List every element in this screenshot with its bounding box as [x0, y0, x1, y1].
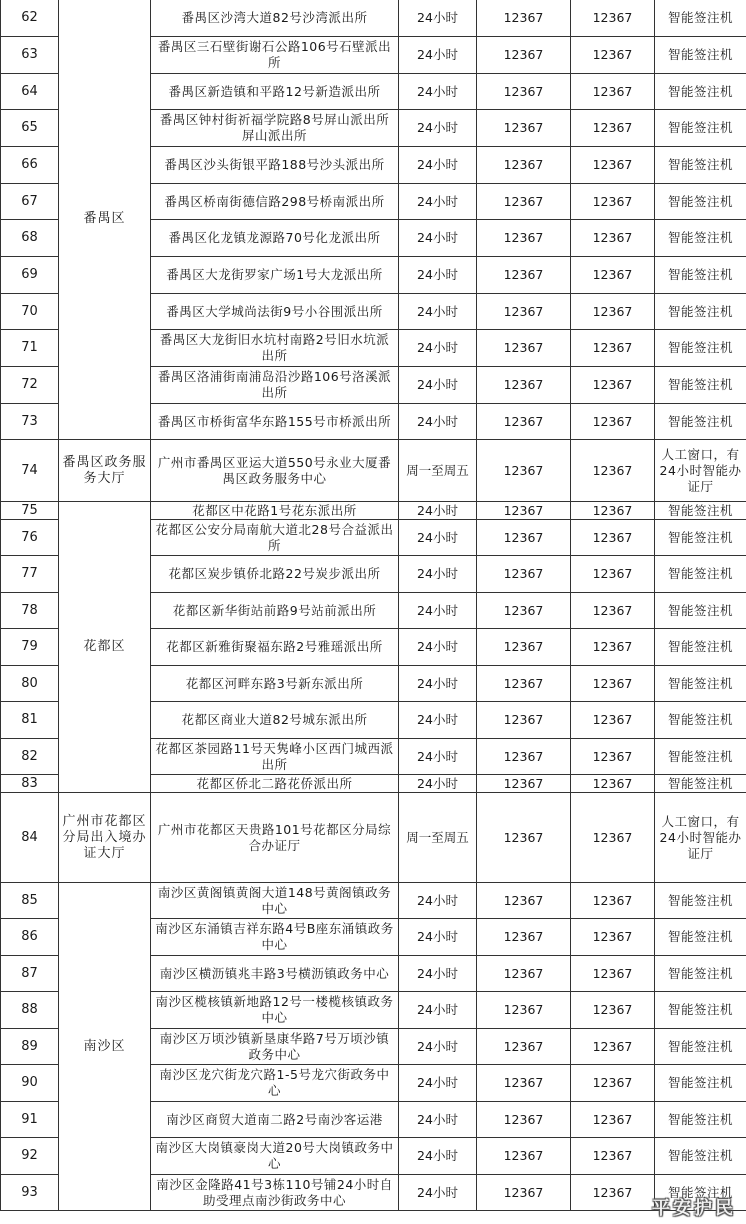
- row-number: 67: [1, 184, 59, 220]
- hours-cell: 24小时: [399, 666, 477, 702]
- hours-cell: 周一至周五: [399, 440, 477, 502]
- service-type-cell: 智能签注机: [655, 1175, 746, 1211]
- row-number: 81: [1, 702, 59, 739]
- district-cell: 番禺区: [59, 0, 151, 440]
- complaint-phone-cell: 12367: [571, 883, 655, 919]
- service-type-cell: 智能签注机: [655, 992, 746, 1029]
- complaint-phone-cell: 12367: [571, 220, 655, 257]
- phone-cell: 12367: [477, 220, 571, 257]
- phone-cell: 12367: [477, 257, 571, 294]
- address-cell: 番禺区洛浦街南浦岛沿沙路106号洛溪派出所: [151, 367, 399, 404]
- complaint-phone-cell: 12367: [571, 739, 655, 775]
- service-type-cell: 智能签注机: [655, 919, 746, 956]
- hours-cell: 24小时: [399, 37, 477, 74]
- row-number: 93: [1, 1175, 59, 1211]
- row-number: 66: [1, 147, 59, 184]
- service-type-cell: 智能签注机: [655, 220, 746, 257]
- complaint-phone-cell: 12367: [571, 147, 655, 184]
- hours-cell: 24小时: [399, 257, 477, 294]
- complaint-phone-cell: 12367: [571, 1102, 655, 1138]
- district-cell: 广州市花都区分局出入境办证大厅: [59, 793, 151, 883]
- phone-cell: 12367: [477, 992, 571, 1029]
- service-type-cell: 智能签注机: [655, 110, 746, 147]
- address-cell: 番禺区大龙街旧水坑村南路2号旧水坑派出所: [151, 330, 399, 367]
- complaint-phone-cell: 12367: [571, 440, 655, 502]
- address-cell: 广州市花都区天贵路101号花都区分局综合办证厅: [151, 793, 399, 883]
- service-type-cell: 智能签注机: [655, 367, 746, 404]
- phone-cell: 12367: [477, 1065, 571, 1102]
- table-row: [1, 793, 746, 883]
- complaint-phone-cell: 12367: [571, 110, 655, 147]
- phone-cell: 12367: [477, 1029, 571, 1065]
- row-number: 75: [1, 502, 59, 520]
- service-type-cell: 智能签注机: [655, 0, 746, 37]
- hours-cell: 24小时: [399, 367, 477, 404]
- row-number: 84: [1, 793, 59, 883]
- address-cell: 花都区炭步镇侨北路22号炭步派出所: [151, 556, 399, 593]
- phone-cell: 12367: [477, 147, 571, 184]
- row-number: 73: [1, 404, 59, 440]
- complaint-phone-cell: 12367: [571, 520, 655, 556]
- row-number: 65: [1, 110, 59, 147]
- address-cell: 花都区新华街站前路9号站前派出所: [151, 593, 399, 629]
- row-number: 83: [1, 775, 59, 793]
- district-cell: 南沙区: [59, 883, 151, 1211]
- service-type-cell: 智能签注机: [655, 330, 746, 367]
- phone-cell: 12367: [477, 593, 571, 629]
- complaint-phone-cell: 12367: [571, 257, 655, 294]
- row-number: 82: [1, 739, 59, 775]
- complaint-phone-cell: 12367: [571, 184, 655, 220]
- phone-cell: 12367: [477, 775, 571, 793]
- hours-cell: 24小时: [399, 184, 477, 220]
- address-cell: 南沙区榄核镇新地路12号一楼榄核镇政务中心: [151, 992, 399, 1029]
- row-number: 64: [1, 74, 59, 110]
- phone-cell: 12367: [477, 956, 571, 992]
- hours-cell: 24小时: [399, 0, 477, 37]
- service-type-cell: 智能签注机: [655, 1138, 746, 1175]
- hours-cell: 24小时: [399, 294, 477, 330]
- complaint-phone-cell: 12367: [571, 956, 655, 992]
- hours-cell: 24小时: [399, 520, 477, 556]
- watermark-logo: 平安护民: [652, 1198, 736, 1219]
- hours-cell: 24小时: [399, 593, 477, 629]
- phone-cell: 12367: [477, 793, 571, 883]
- phone-cell: 12367: [477, 520, 571, 556]
- phone-cell: 12367: [477, 666, 571, 702]
- hours-cell: 24小时: [399, 1175, 477, 1211]
- hours-cell: 24小时: [399, 883, 477, 919]
- complaint-phone-cell: 12367: [571, 404, 655, 440]
- service-type-cell: 智能签注机: [655, 37, 746, 74]
- complaint-phone-cell: 12367: [571, 775, 655, 793]
- complaint-phone-cell: 12367: [571, 1029, 655, 1065]
- service-type-cell: 智能签注机: [655, 147, 746, 184]
- phone-cell: 12367: [477, 110, 571, 147]
- address-cell: 花都区河畔东路3号新东派出所: [151, 666, 399, 702]
- complaint-phone-cell: 12367: [571, 793, 655, 883]
- phone-cell: 12367: [477, 404, 571, 440]
- hours-cell: 24小时: [399, 702, 477, 739]
- address-cell: 南沙区商贸大道南二路2号南沙客运港: [151, 1102, 399, 1138]
- service-type-cell: 人工窗口，有24小时智能办证厅: [655, 793, 746, 883]
- complaint-phone-cell: 12367: [571, 556, 655, 593]
- phone-cell: 12367: [477, 702, 571, 739]
- row-number: 74: [1, 440, 59, 502]
- hours-cell: 24小时: [399, 147, 477, 184]
- hours-cell: 24小时: [399, 739, 477, 775]
- complaint-phone-cell: 12367: [571, 1138, 655, 1175]
- address-cell: 番禺区新造镇和平路12号新造派出所: [151, 74, 399, 110]
- complaint-phone-cell: 12367: [571, 502, 655, 520]
- service-type-cell: 智能签注机: [655, 1102, 746, 1138]
- row-number: 80: [1, 666, 59, 702]
- complaint-phone-cell: 12367: [571, 294, 655, 330]
- phone-cell: 12367: [477, 502, 571, 520]
- table-row: [1, 440, 746, 502]
- table-row: [1, 0, 746, 37]
- row-number: 88: [1, 992, 59, 1029]
- row-number: 92: [1, 1138, 59, 1175]
- service-type-cell: 智能签注机: [655, 739, 746, 775]
- phone-cell: 12367: [477, 294, 571, 330]
- address-cell: 广州市番禺区亚运大道550号永业大厦番禺区政务服务中心: [151, 440, 399, 502]
- address-cell: 番禺区沙头街银平路188号沙头派出所: [151, 147, 399, 184]
- phone-cell: 12367: [477, 556, 571, 593]
- hours-cell: 24小时: [399, 1065, 477, 1102]
- row-number: 86: [1, 919, 59, 956]
- phone-cell: 12367: [477, 919, 571, 956]
- hours-cell: 24小时: [399, 502, 477, 520]
- address-cell: 花都区侨北二路花侨派出所: [151, 775, 399, 793]
- complaint-phone-cell: 12367: [571, 666, 655, 702]
- complaint-phone-cell: 12367: [571, 919, 655, 956]
- hours-cell: 24小时: [399, 1138, 477, 1175]
- row-number: 69: [1, 257, 59, 294]
- service-type-cell: 智能签注机: [655, 556, 746, 593]
- address-cell: 花都区公安分局南航大道北28号合益派出所: [151, 520, 399, 556]
- row-number: 87: [1, 956, 59, 992]
- row-number: 77: [1, 556, 59, 593]
- service-type-cell: 智能签注机: [655, 1029, 746, 1065]
- phone-cell: 12367: [477, 883, 571, 919]
- service-type-cell: 智能签注机: [655, 702, 746, 739]
- complaint-phone-cell: 12367: [571, 0, 655, 37]
- service-type-cell: 人工窗口，有24小时智能办证厅: [655, 440, 746, 502]
- address-cell: 南沙区万顷沙镇新垦康华路7号万顷沙镇政务中心: [151, 1029, 399, 1065]
- phone-cell: 12367: [477, 0, 571, 37]
- service-type-cell: 智能签注机: [655, 629, 746, 666]
- service-type-cell: 智能签注机: [655, 502, 746, 520]
- row-number: 89: [1, 1029, 59, 1065]
- phone-cell: 12367: [477, 184, 571, 220]
- row-number: 62: [1, 0, 59, 37]
- hours-cell: 24小时: [399, 1102, 477, 1138]
- phone-cell: 12367: [477, 330, 571, 367]
- address-cell: 花都区商业大道82号城东派出所: [151, 702, 399, 739]
- hours-cell: 24小时: [399, 629, 477, 666]
- phone-cell: 12367: [477, 1175, 571, 1211]
- row-number: 76: [1, 520, 59, 556]
- phone-cell: 12367: [477, 1102, 571, 1138]
- phone-cell: 12367: [477, 37, 571, 74]
- phone-cell: 12367: [477, 74, 571, 110]
- service-type-cell: 智能签注机: [655, 74, 746, 110]
- service-type-cell: 智能签注机: [655, 775, 746, 793]
- address-cell: 南沙区金隆路41号3栋110号铺24小时自助受理点南沙街政务中心: [151, 1175, 399, 1211]
- address-cell: 花都区中花路1号花东派出所: [151, 502, 399, 520]
- service-type-cell: 智能签注机: [655, 404, 746, 440]
- complaint-phone-cell: 12367: [571, 629, 655, 666]
- service-type-cell: 智能签注机: [655, 593, 746, 629]
- hours-cell: 24小时: [399, 110, 477, 147]
- row-number: 90: [1, 1065, 59, 1102]
- hours-cell: 24小时: [399, 919, 477, 956]
- hours-cell: 周一至周五: [399, 793, 477, 883]
- address-cell: 南沙区东涌镇吉祥东路4号B座东涌镇政务中心: [151, 919, 399, 956]
- table-row: [1, 502, 746, 520]
- complaint-phone-cell: 12367: [571, 74, 655, 110]
- hours-cell: 24小时: [399, 220, 477, 257]
- complaint-phone-cell: 12367: [571, 330, 655, 367]
- address-cell: 花都区茶园路11号天隽峰小区西门城西派出所: [151, 739, 399, 775]
- hours-cell: 24小时: [399, 556, 477, 593]
- address-cell: 南沙区大岗镇豪岗大道20号大岗镇政务中心: [151, 1138, 399, 1175]
- row-number: 70: [1, 294, 59, 330]
- address-cell: 番禺区大学城尚法街9号小谷围派出所: [151, 294, 399, 330]
- phone-cell: 12367: [477, 739, 571, 775]
- service-type-cell: 智能签注机: [655, 666, 746, 702]
- address-cell: 番禺区市桥街富华东路155号市桥派出所: [151, 404, 399, 440]
- row-number: 78: [1, 593, 59, 629]
- address-cell: 番禺区沙湾大道82号沙湾派出所: [151, 0, 399, 37]
- service-type-cell: 智能签注机: [655, 184, 746, 220]
- hours-cell: 24小时: [399, 330, 477, 367]
- address-cell: 南沙区黄阁镇黄阁大道148号黄阁镇政务中心: [151, 883, 399, 919]
- row-number: 68: [1, 220, 59, 257]
- complaint-phone-cell: 12367: [571, 37, 655, 74]
- phone-cell: 12367: [477, 440, 571, 502]
- phone-cell: 12367: [477, 1138, 571, 1175]
- row-number: 79: [1, 629, 59, 666]
- complaint-phone-cell: 12367: [571, 992, 655, 1029]
- hours-cell: 24小时: [399, 775, 477, 793]
- row-number: 63: [1, 37, 59, 74]
- address-cell: 南沙区横沥镇兆丰路3号横沥镇政务中心: [151, 956, 399, 992]
- district-cell: 番禺区政务服务大厅: [59, 440, 151, 502]
- row-number: 85: [1, 883, 59, 919]
- address-cell: 番禺区化龙镇龙源路70号化龙派出所: [151, 220, 399, 257]
- complaint-phone-cell: 12367: [571, 702, 655, 739]
- district-cell: 花都区: [59, 502, 151, 793]
- complaint-phone-cell: 12367: [571, 1175, 655, 1211]
- hours-cell: 24小时: [399, 74, 477, 110]
- hours-cell: 24小时: [399, 956, 477, 992]
- address-cell: 番禺区钟村街祈福学院路8号屏山派出所屏山派出所: [151, 110, 399, 147]
- hours-cell: 24小时: [399, 404, 477, 440]
- complaint-phone-cell: 12367: [571, 1065, 655, 1102]
- phone-cell: 12367: [477, 629, 571, 666]
- complaint-phone-cell: 12367: [571, 367, 655, 404]
- hours-cell: 24小时: [399, 1029, 477, 1065]
- service-type-cell: 智能签注机: [655, 883, 746, 919]
- address-cell: 花都区新雅街聚福东路2号雅瑶派出所: [151, 629, 399, 666]
- complaint-phone-cell: 12367: [571, 593, 655, 629]
- table-row: [1, 883, 746, 919]
- address-cell: 南沙区龙穴街龙穴路1-5号龙穴街政务中心: [151, 1065, 399, 1102]
- service-type-cell: 智能签注机: [655, 520, 746, 556]
- row-number: 91: [1, 1102, 59, 1138]
- row-number: 72: [1, 367, 59, 404]
- phone-cell: 12367: [477, 367, 571, 404]
- address-cell: 番禺区三石壁街谢石公路106号石壁派出所: [151, 37, 399, 74]
- row-number: 71: [1, 330, 59, 367]
- address-cell: 番禺区大龙街罗家广场1号大龙派出所: [151, 257, 399, 294]
- service-type-cell: 智能签注机: [655, 257, 746, 294]
- service-type-cell: 智能签注机: [655, 294, 746, 330]
- address-cell: 番禺区桥南街德信路298号桥南派出所: [151, 184, 399, 220]
- hours-cell: 24小时: [399, 992, 477, 1029]
- service-type-cell: 智能签注机: [655, 956, 746, 992]
- service-type-cell: 智能签注机: [655, 1065, 746, 1102]
